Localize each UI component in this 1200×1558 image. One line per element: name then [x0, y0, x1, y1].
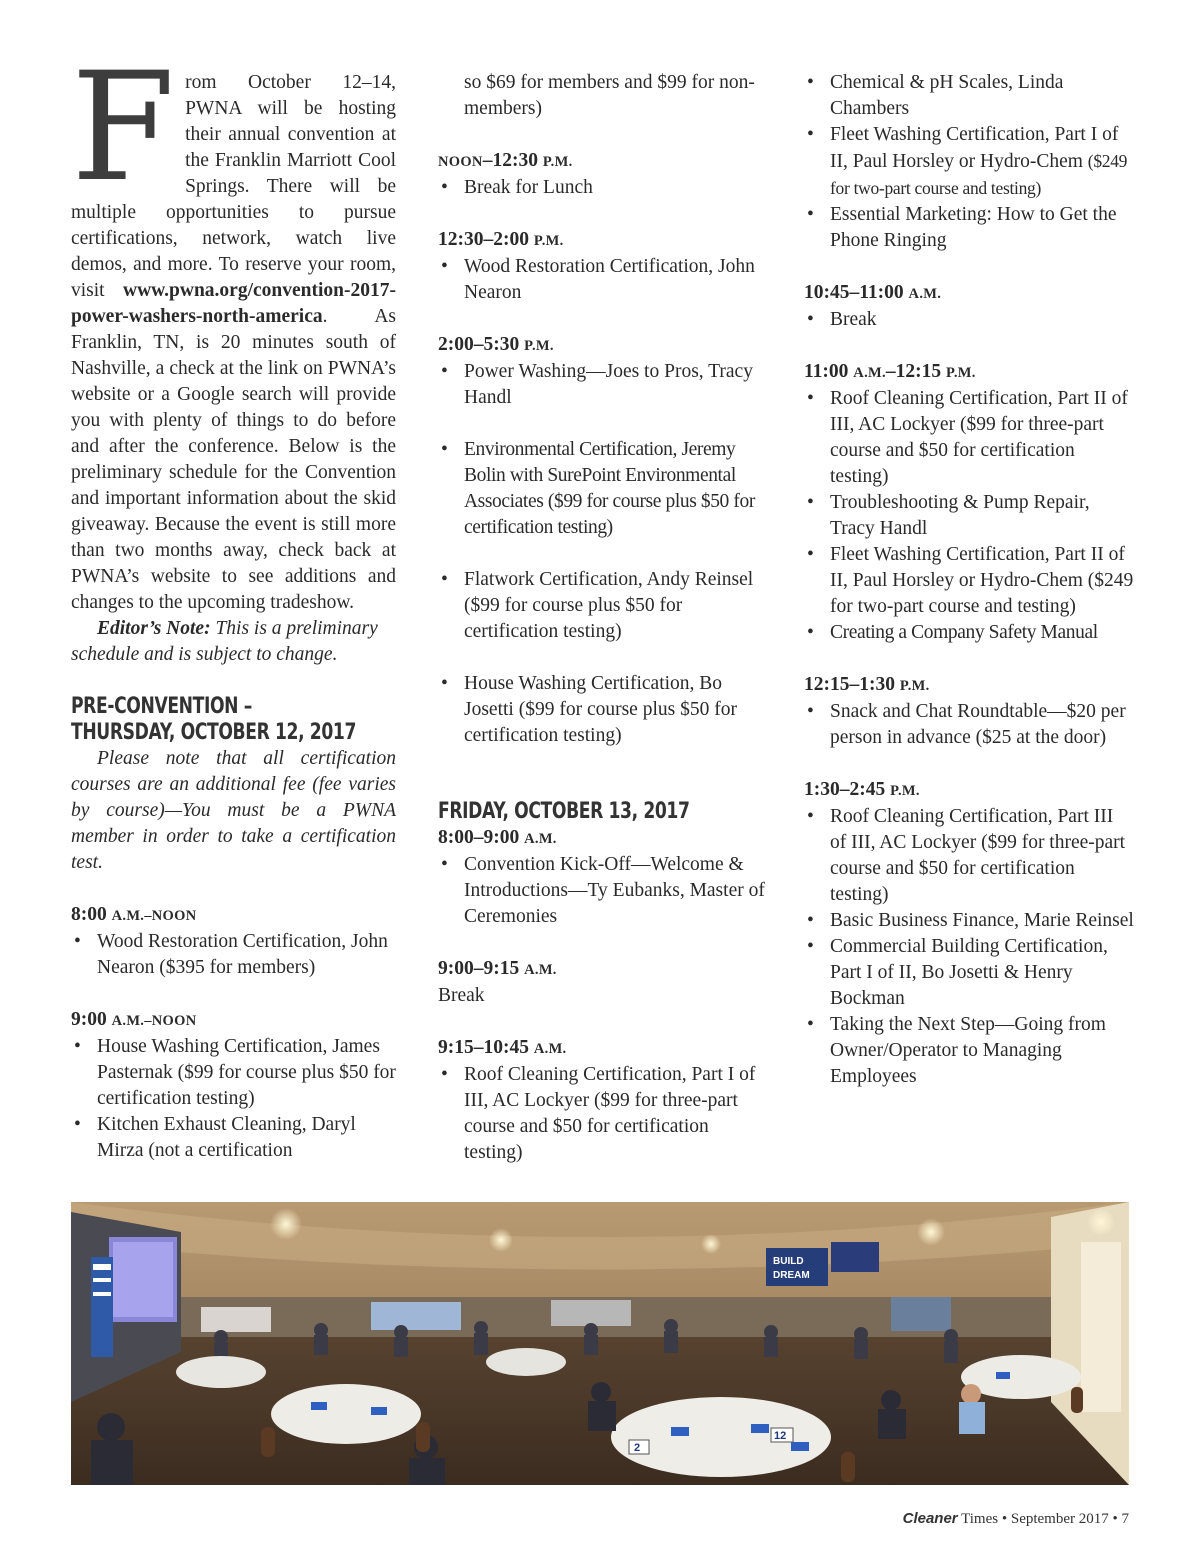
- list-item: • Snack and Chat Roundtable—$20 per person in advance ($25 at the door): [804, 699, 1134, 751]
- schedule-time: 11:00 A.M.–12:15 P.M.: [804, 361, 976, 382]
- schedule-time: 10:45–11:00 A.M.: [804, 282, 942, 303]
- friday-heading: FRIDAY, OCTOBER 13, 2017: [438, 799, 690, 824]
- convention-link[interactable]: www.pwna.org/convention-2017-power-washers-north-america: [71, 280, 396, 327]
- list-item: • Wood Restoration Certification, John Nearon ($395 for members): [71, 929, 396, 981]
- pre-convention-note: Please note that all certification courses are an additional fee (fee varies by course)—You must be a PWNA member in order to take a certification test.: [71, 748, 396, 873]
- magazine-name-rest: Times: [957, 1511, 999, 1527]
- list-item: • Kitchen Exhaust Cleaning, Daryl Mirza (not a certification: [71, 1112, 396, 1164]
- schedule-list: [804, 804, 1134, 1090]
- schedule-list: [804, 307, 1134, 333]
- schedule-list: [804, 699, 1134, 751]
- schedule-list: [438, 359, 768, 749]
- list-item: • Fleet Washing Certification, Part I of II, Paul Horsley or Hydro-Chem ($249 for two-part course and testing): [804, 122, 1134, 202]
- schedule-list: [438, 1062, 768, 1166]
- banner-text-2: DREAM: [773, 1270, 810, 1281]
- schedule-list: [71, 929, 396, 981]
- schedule-list: [438, 852, 768, 930]
- list-item: • Convention Kick-Off—Welcome & Introductions—Ty Eubanks, Master of Ceremonies: [438, 852, 768, 930]
- list-item: • Fleet Washing Certification, Part II of II, Paul Horsley or Hydro-Chem ($249 for two-part course and testing): [804, 542, 1134, 620]
- banner-text-1: BUILD: [773, 1256, 804, 1267]
- list-item: • Break for Lunch: [438, 175, 768, 201]
- list-item: • House Washing Certification, James Pasternak ($99 for course plus $50 for certification testing): [71, 1034, 396, 1112]
- drop-cap: F: [71, 41, 176, 215]
- schedule-list: [71, 1034, 396, 1164]
- schedule-time: 12:30–2:00 P.M.: [438, 229, 564, 250]
- list-item: • House Washing Certification, Bo Josetti ($99 for course plus $50 for certification testing): [438, 671, 768, 749]
- intro-paragraph: From October 12–14, PWNA will be hosting their annual convention at the Franklin Marriott Cool Springs. There will be multiple opportunities to pursue certifications, network, watch live demos, and more. To reserve your room, visit www.pwna.org/convention-2017-power-washers-north-america. As Franklin, TN, is 20 minutes south of Nashville, a check at the link on PWNA’s website or a Google search will provide you with plenty of things to do before and after the conference. Below is the preliminary schedule for the Convention and important information about the skid giveaway. Because the event is still more than two months away, check back at PWNA’s website to see additions and changes to the upcoming tradeshow.: [71, 41, 396, 613]
- table-number-1: 2: [634, 1442, 641, 1454]
- editor-note: Editor’s Note: This is a preliminary schedule and is subject to change.: [71, 618, 378, 665]
- schedule-time: 2:00–5:30 P.M.: [438, 334, 554, 355]
- schedule-list: [438, 175, 768, 201]
- issue-and-page: • September 2017 • 7: [998, 1511, 1129, 1527]
- list-item: • Flatwork Certification, Andy Reinsel ($99 for course plus $50 for certification testing): [438, 567, 768, 645]
- schedule-time: 9:00–9:15 A.M.: [438, 958, 557, 979]
- schedule-time: 1:30–2:45 P.M.: [804, 779, 920, 800]
- schedule-time: 9:00 A.M.–NOON: [71, 1009, 197, 1030]
- page-footer: [903, 1510, 1129, 1528]
- list-item: • Chemical & pH Scales, Linda Chambers: [804, 70, 1134, 122]
- schedule-list: [804, 70, 1134, 254]
- list-item: • Break: [804, 307, 1134, 333]
- table-number-2: 12: [774, 1430, 787, 1442]
- list-item: • Basic Business Finance, Marie Reinsel: [804, 908, 1134, 934]
- list-item: • Commercial Building Certification, Part I of II, Bo Josetti & Henry Bockman: [804, 934, 1134, 1012]
- list-item: • Wood Restoration Certification, John Nearon: [438, 254, 768, 306]
- list-item: • Environmental Certification, Jeremy Bolin with SurePoint Environmental Associates ($99 for course plus $50 for certification testing): [438, 437, 768, 541]
- list-item: • Essential Marketing: How to Get the Phone Ringing: [804, 202, 1134, 254]
- schedule-time: 12:15–1:30 P.M.: [804, 674, 930, 695]
- schedule-list: [804, 386, 1134, 646]
- list-item: • Creating a Company Safety Manual: [804, 620, 1134, 646]
- column-2: [438, 70, 768, 1166]
- list-item: • Troubleshooting & Pump Repair, Tracy Handl: [804, 490, 1134, 542]
- list-item: • Roof Cleaning Certification, Part I of III, AC Lockyer ($99 for three-part course and $50 for certification testing): [438, 1062, 768, 1166]
- schedule-time: 9:15–10:45 A.M.: [438, 1037, 567, 1058]
- magazine-name-italic: Cleaner: [902, 1510, 958, 1527]
- column-3: [804, 70, 1134, 1090]
- break-text: Break: [438, 985, 485, 1006]
- continued-text: so $69 for members and $99 for non-members): [464, 72, 755, 119]
- pre-convention-heading: PRE-CONVENTION – THURSDAY, OCTOBER 12, 2017: [71, 694, 356, 745]
- list-item: • Roof Cleaning Certification, Part II of III, AC Lockyer ($99 for three-part course and $50 for certification testing): [804, 386, 1134, 490]
- schedule-list: [438, 254, 768, 306]
- column-1: [71, 41, 396, 1164]
- schedule-time: 8:00 A.M.–NOON: [71, 904, 197, 925]
- list-item: • Roof Cleaning Certification, Part III of III, AC Lockyer ($99 for three-part course and $50 for certification testing): [804, 804, 1134, 908]
- list-item: • Taking the Next Step—Going from Owner/Operator to Managing Employees: [804, 1012, 1134, 1090]
- schedule-time: NOON–12:30 P.M.: [438, 150, 573, 171]
- schedule-time: 8:00–9:00 A.M.: [438, 827, 557, 848]
- convention-room-photo: [71, 1202, 1129, 1485]
- list-item: • Power Washing—Joes to Pros, Tracy Handl: [438, 359, 768, 411]
